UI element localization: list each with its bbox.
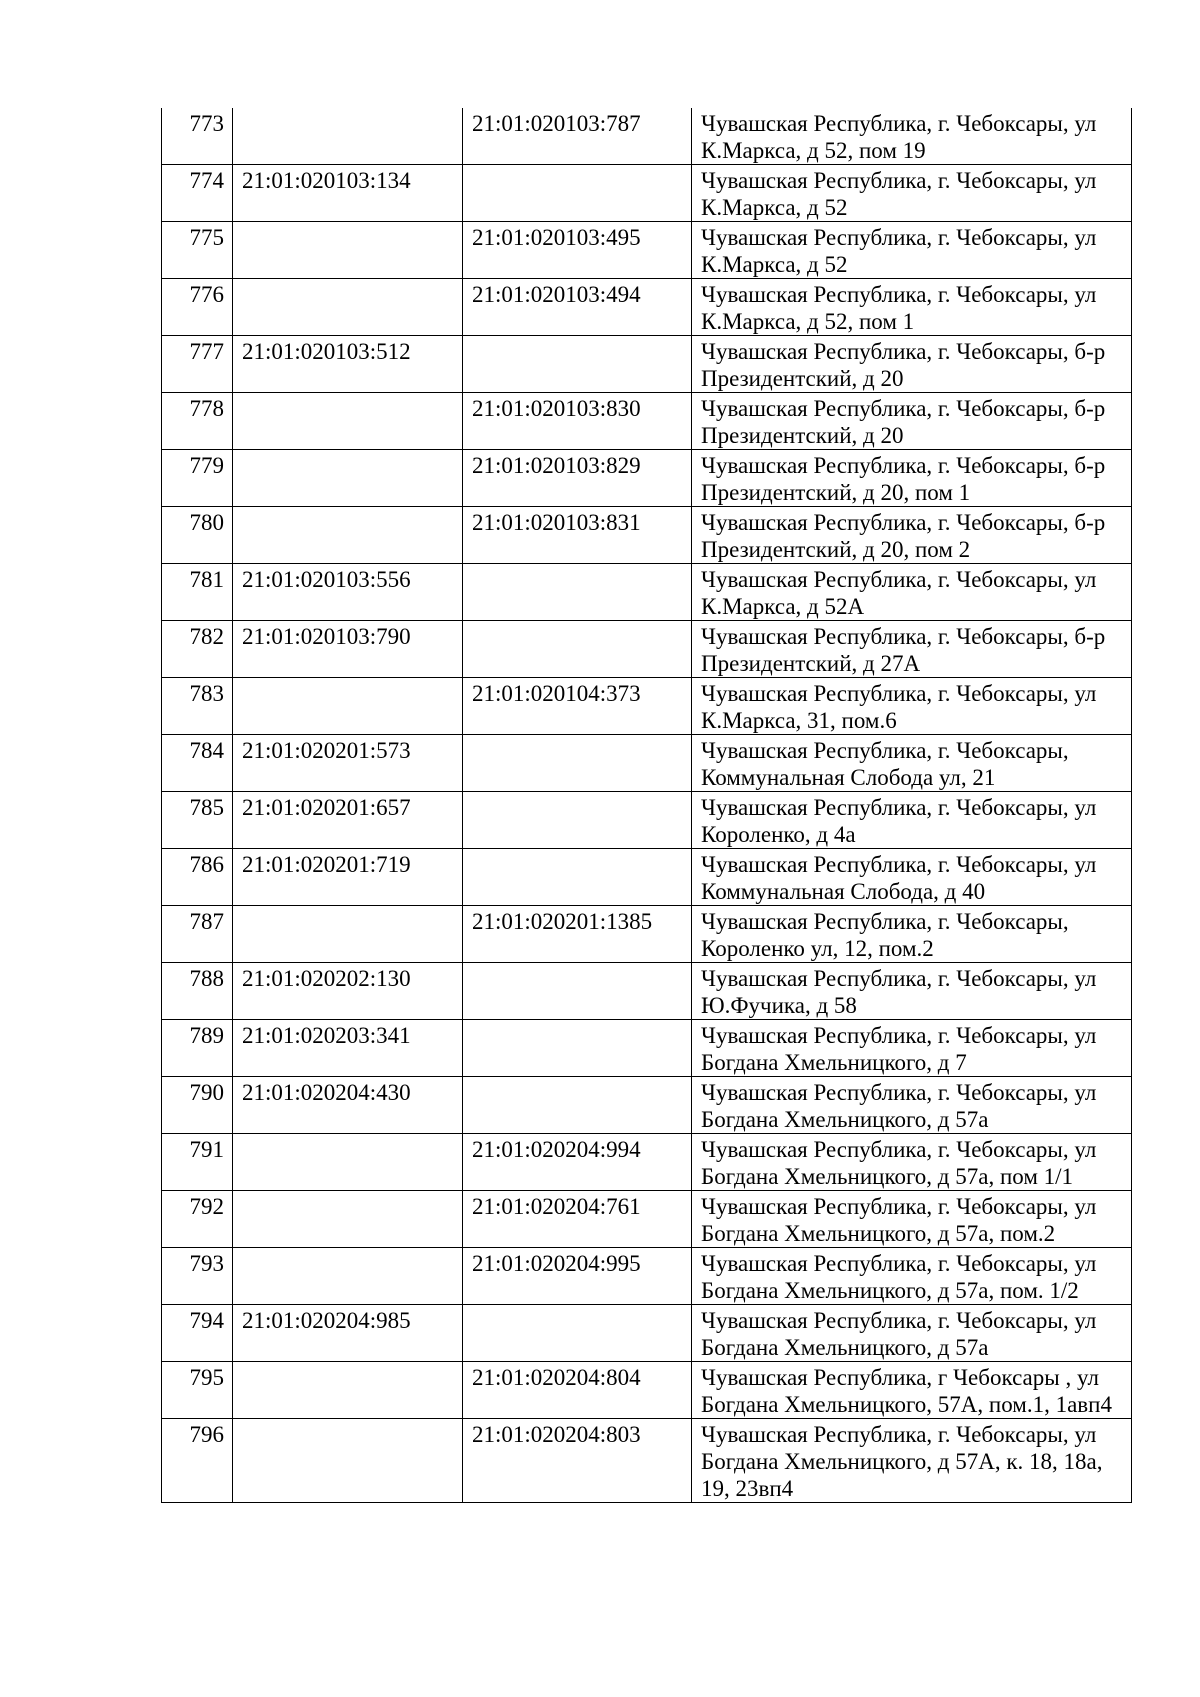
row-number-cell: 791: [162, 1134, 233, 1191]
table-row: [162, 963, 1132, 1020]
object-cadastral-number-cell: [463, 336, 692, 393]
table-row: [162, 735, 1132, 792]
address-cell: Чувашская Республика, г. Чебоксары, ул Короленко, д 4а: [692, 792, 1132, 849]
land-cadastral-number-cell: [233, 222, 463, 279]
registry-table: [161, 108, 1132, 1503]
address-cell: Чувашская Республика, г. Чебоксары, ул К.Маркса, 31, пом.6: [692, 678, 1132, 735]
address-cell: Чувашская Республика, г. Чебоксары, Коммунальная Слобода ул, 21: [692, 735, 1132, 792]
object-cadastral-number-cell: [463, 165, 692, 222]
row-number-cell: 785: [162, 792, 233, 849]
address-cell: Чувашская Республика, г. Чебоксары, б-р Президентский, д 20, пом 2: [692, 507, 1132, 564]
row-number-cell: 776: [162, 279, 233, 336]
document-page: [161, 108, 1131, 1503]
row-number-cell: 775: [162, 222, 233, 279]
land-cadastral-number-cell: 21:01:020204:430: [233, 1077, 463, 1134]
land-cadastral-number-cell: [233, 507, 463, 564]
address-cell: Чувашская Республика, г Чебоксары , ул Богдана Хмельницкого, 57А, пом.1, 1авп4: [692, 1362, 1132, 1419]
object-cadastral-number-cell: 21:01:020204:803: [463, 1419, 692, 1503]
table-row: [162, 1077, 1132, 1134]
row-number-cell: 774: [162, 165, 233, 222]
object-cadastral-number-cell: 21:01:020204:995: [463, 1248, 692, 1305]
object-cadastral-number-cell: [463, 735, 692, 792]
row-number-cell: 773: [162, 108, 233, 165]
object-cadastral-number-cell: 21:01:020103:494: [463, 279, 692, 336]
land-cadastral-number-cell: 21:01:020202:130: [233, 963, 463, 1020]
table-row: [162, 393, 1132, 450]
table-row: [162, 678, 1132, 735]
address-cell: Чувашская Республика, г. Чебоксары, ул К.Маркса, д 52А: [692, 564, 1132, 621]
object-cadastral-number-cell: [463, 792, 692, 849]
address-cell: Чувашская Республика, г. Чебоксары, ул К.Маркса, д 52: [692, 222, 1132, 279]
row-number-cell: 789: [162, 1020, 233, 1077]
land-cadastral-number-cell: [233, 906, 463, 963]
address-cell: Чувашская Республика, г. Чебоксары, б-р Президентский, д 20: [692, 393, 1132, 450]
land-cadastral-number-cell: 21:01:020201:573: [233, 735, 463, 792]
address-cell: Чувашская Республика, г. Чебоксары, ул Богдана Хмельницкого, д 57а: [692, 1305, 1132, 1362]
object-cadastral-number-cell: 21:01:020103:829: [463, 450, 692, 507]
row-number-cell: 777: [162, 336, 233, 393]
land-cadastral-number-cell: [233, 1248, 463, 1305]
object-cadastral-number-cell: 21:01:020204:804: [463, 1362, 692, 1419]
row-number-cell: 786: [162, 849, 233, 906]
land-cadastral-number-cell: 21:01:020103:556: [233, 564, 463, 621]
row-number-cell: 794: [162, 1305, 233, 1362]
object-cadastral-number-cell: 21:01:020204:761: [463, 1191, 692, 1248]
object-cadastral-number-cell: 21:01:020103:787: [463, 108, 692, 165]
row-number-cell: 783: [162, 678, 233, 735]
land-cadastral-number-cell: [233, 393, 463, 450]
object-cadastral-number-cell: [463, 1020, 692, 1077]
address-cell: Чувашская Республика, г. Чебоксары, ул К.Маркса, д 52, пом 19: [692, 108, 1132, 165]
object-cadastral-number-cell: [463, 963, 692, 1020]
table-row: [162, 450, 1132, 507]
address-cell: Чувашская Республика, г. Чебоксары, ул Коммунальная Слобода, д 40: [692, 849, 1132, 906]
address-cell: Чувашская Республика, г. Чебоксары, ул Богдана Хмельницкого, д 57а, пом 1/1: [692, 1134, 1132, 1191]
table-row: [162, 165, 1132, 222]
table-row: [162, 1191, 1132, 1248]
table-row: [162, 1248, 1132, 1305]
table-row: [162, 849, 1132, 906]
table-row: [162, 336, 1132, 393]
object-cadastral-number-cell: 21:01:020103:830: [463, 393, 692, 450]
row-number-cell: 784: [162, 735, 233, 792]
land-cadastral-number-cell: [233, 450, 463, 507]
object-cadastral-number-cell: [463, 1077, 692, 1134]
land-cadastral-number-cell: [233, 279, 463, 336]
row-number-cell: 778: [162, 393, 233, 450]
table-row: [162, 1134, 1132, 1191]
table-row: [162, 279, 1132, 336]
table-row: [162, 1020, 1132, 1077]
table-row: [162, 108, 1132, 165]
table-row: [162, 564, 1132, 621]
object-cadastral-number-cell: 21:01:020204:994: [463, 1134, 692, 1191]
land-cadastral-number-cell: 21:01:020103:512: [233, 336, 463, 393]
table-row: [162, 222, 1132, 279]
row-number-cell: 792: [162, 1191, 233, 1248]
object-cadastral-number-cell: 21:01:020201:1385: [463, 906, 692, 963]
table-row: [162, 906, 1132, 963]
table-row: [162, 621, 1132, 678]
address-cell: Чувашская Республика, г. Чебоксары, ул Богдана Хмельницкого, д 57а, пом. 1/2: [692, 1248, 1132, 1305]
land-cadastral-number-cell: [233, 1134, 463, 1191]
table-row: [162, 1305, 1132, 1362]
land-cadastral-number-cell: 21:01:020103:790: [233, 621, 463, 678]
object-cadastral-number-cell: [463, 1305, 692, 1362]
row-number-cell: 787: [162, 906, 233, 963]
land-cadastral-number-cell: [233, 1419, 463, 1503]
address-cell: Чувашская Республика, г. Чебоксары, ул Богдана Хмельницкого, д 57а: [692, 1077, 1132, 1134]
address-cell: Чувашская Республика, г. Чебоксары, б-р Президентский, д 27А: [692, 621, 1132, 678]
registry-table-body: [162, 108, 1132, 1503]
land-cadastral-number-cell: [233, 1362, 463, 1419]
address-cell: Чувашская Республика, г. Чебоксары, ул Богдана Хмельницкого, д 57А, к. 18, 18а, 19, 23вп4: [692, 1419, 1132, 1503]
row-number-cell: 796: [162, 1419, 233, 1503]
row-number-cell: 779: [162, 450, 233, 507]
object-cadastral-number-cell: 21:01:020103:495: [463, 222, 692, 279]
row-number-cell: 795: [162, 1362, 233, 1419]
table-row: [162, 1419, 1132, 1503]
land-cadastral-number-cell: [233, 108, 463, 165]
address-cell: Чувашская Республика, г. Чебоксары, ул К.Маркса, д 52: [692, 165, 1132, 222]
table-row: [162, 1362, 1132, 1419]
row-number-cell: 790: [162, 1077, 233, 1134]
land-cadastral-number-cell: 21:01:020103:134: [233, 165, 463, 222]
address-cell: Чувашская Республика, г. Чебоксары, ул К.Маркса, д 52, пом 1: [692, 279, 1132, 336]
table-row: [162, 792, 1132, 849]
object-cadastral-number-cell: [463, 621, 692, 678]
address-cell: Чувашская Республика, г. Чебоксары, б-р Президентский, д 20, пом 1: [692, 450, 1132, 507]
address-cell: Чувашская Республика, г. Чебоксары, ул Богдана Хмельницкого, д 7: [692, 1020, 1132, 1077]
row-number-cell: 793: [162, 1248, 233, 1305]
row-number-cell: 780: [162, 507, 233, 564]
land-cadastral-number-cell: [233, 1191, 463, 1248]
row-number-cell: 781: [162, 564, 233, 621]
object-cadastral-number-cell: [463, 564, 692, 621]
table-row: [162, 507, 1132, 564]
land-cadastral-number-cell: 21:01:020204:985: [233, 1305, 463, 1362]
land-cadastral-number-cell: 21:01:020201:719: [233, 849, 463, 906]
address-cell: Чувашская Республика, г. Чебоксары, ул Ю.Фучика, д 58: [692, 963, 1132, 1020]
object-cadastral-number-cell: 21:01:020103:831: [463, 507, 692, 564]
object-cadastral-number-cell: [463, 849, 692, 906]
row-number-cell: 782: [162, 621, 233, 678]
address-cell: Чувашская Республика, г. Чебоксары, б-р Президентский, д 20: [692, 336, 1132, 393]
land-cadastral-number-cell: 21:01:020203:341: [233, 1020, 463, 1077]
address-cell: Чувашская Республика, г. Чебоксары, ул Богдана Хмельницкого, д 57а, пом.2: [692, 1191, 1132, 1248]
row-number-cell: 788: [162, 963, 233, 1020]
land-cadastral-number-cell: 21:01:020201:657: [233, 792, 463, 849]
address-cell: Чувашская Республика, г. Чебоксары, Короленко ул, 12, пом.2: [692, 906, 1132, 963]
land-cadastral-number-cell: [233, 678, 463, 735]
object-cadastral-number-cell: 21:01:020104:373: [463, 678, 692, 735]
